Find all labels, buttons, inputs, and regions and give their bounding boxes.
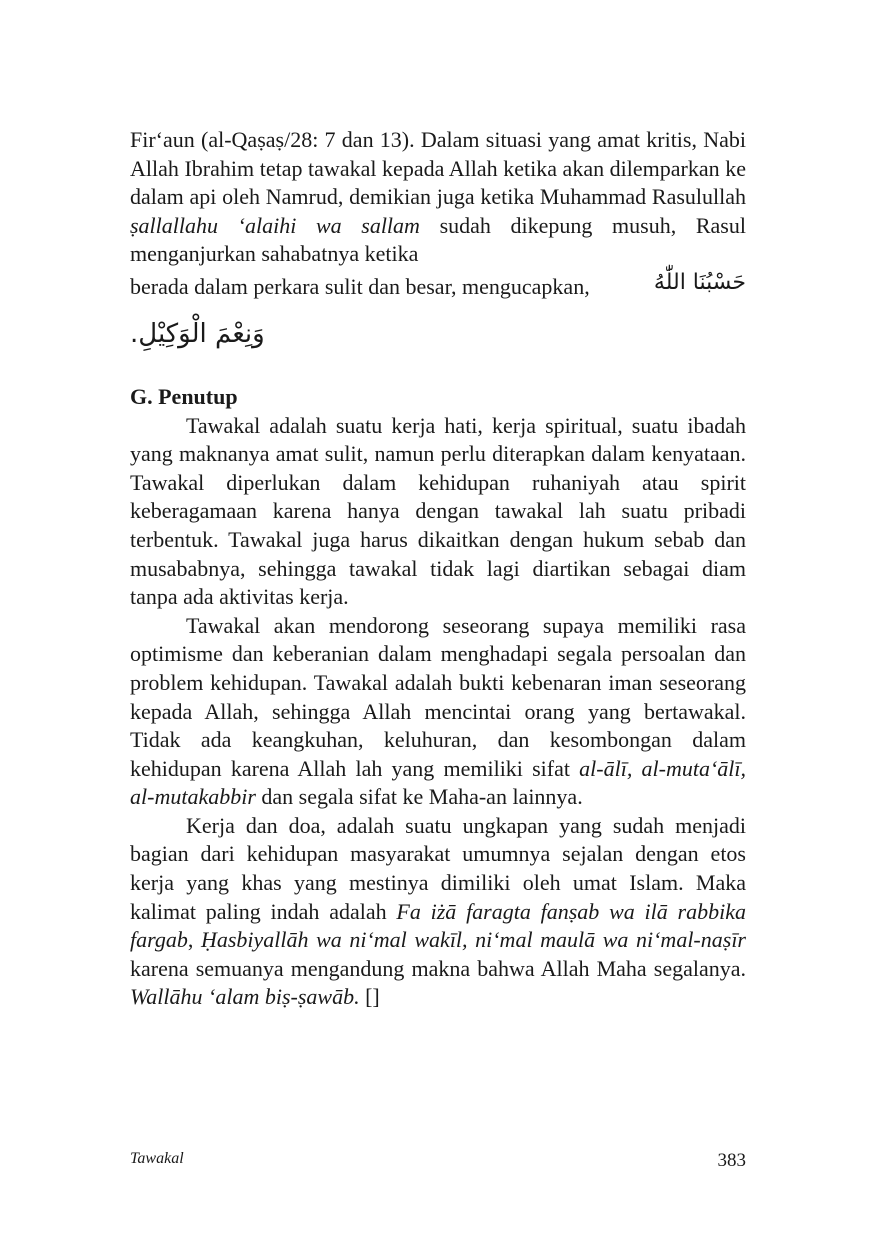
quran-phrase-italic: Fa iżā faragta fanṣab wa ilā rabbika fargab xyxy=(130,898,746,953)
running-title: Tawakal xyxy=(130,1150,184,1167)
paragraph-4 xyxy=(130,812,746,1012)
paragraph-2: Tawakal adalah suatu kerja hati, kerja spiritual, suatu ibadah yang maknanya amat sulit, namun perlu diterapkan dalam kenyataan. Tawakal diperlukan dalam kehidupan ruhaniyah atau spirit keberagamaan karena hanya dengan tawakal lah suatu pribadi terbentuk. Tawakal juga harus dikaitkan dengan hukum sebab dan musababnya, sehingga tawakal tidak lagi diartikan sebagai diam tanpa ada aktivitas kerja. xyxy=(130,412,746,610)
end-mark: [] xyxy=(359,984,380,1010)
paragraph-1 xyxy=(130,126,746,269)
separator: , xyxy=(187,927,201,953)
paragraph-4-text: Kerja dan doa, adalah suatu ungkapan yang sudah menjadi bagian dari kehidupan masyarakat umumnya sejalan dengan etos kerja yang khas yang mestinya dimiliki oleh umat Islam. Maka kalimat paling indah adalah xyxy=(130,812,746,924)
attributes-italic: al-ālī, al-muta‘ālī, al-mutakabbir xyxy=(130,755,746,810)
section-heading: G. Penutup xyxy=(130,383,238,409)
page-footer xyxy=(130,1150,746,1178)
paragraph-1-text-2: sudah dikepung musuh, Rasul menganjurkan sahabatnya ketika xyxy=(130,212,746,267)
paragraph-1-last-line xyxy=(130,269,746,305)
body-text xyxy=(130,126,746,1012)
salawat-italic: ṣallallahu ‘alaihi wa sallam xyxy=(130,212,420,238)
paragraph-3 xyxy=(130,612,746,812)
paragraph-1-last-line-text: berada dalam perkara sulit dan besar, mengucapkan, xyxy=(130,273,590,299)
paragraph-3-text-2: dan segala sifat ke Maha-an lainnya. xyxy=(255,784,583,810)
paragraph-3-text: Tawakal akan mendorong seseorang supaya memiliki rasa optimisme dan keberanian dalam menghadapi segala persoalan dan problem kehidupan. Tawakal adalah bukti kebenaran iman seseorang kepada Allah, sehingga Allah mencintai orang yang bertawakal. Tidak ada keangkuhan, keluhuran, dan kesombongan dalam kehidupan karena Allah lah yang memiliki sifat xyxy=(130,612,746,781)
paragraph-1-text: Fir‘aun (al-Qaṣaṣ/28: 7 dan 13). Dalam situasi yang amat kritis, Nabi Allah Ibrahim tetap tawakal kepada Allah ketika akan dilemparkan ke dalam api oleh Namrud, demikian juga ketika Muhammad Rasulullah xyxy=(130,127,746,210)
page-number: 383 xyxy=(717,1150,746,1171)
arabic-phrase-text: وَنِعْمَ الْوَكِيْلِ. xyxy=(130,318,265,349)
hasbiyallah-italic: Ḥasbiyallāh wa ni‘mal wakīl, ni‘mal maulā wa ni‘mal-naṣīr xyxy=(200,927,746,953)
arabic-phrase-line xyxy=(130,309,746,359)
arabic-phrase-inline: حَسْبُنَا اللّٰهُ xyxy=(653,269,746,295)
paragraph-4-text-2: karena semuanya mengandung makna bahwa Allah Maha segalanya. xyxy=(130,955,746,981)
closing-phrase-italic: Wallāhu ‘alam biṣ-ṣawāb. xyxy=(130,984,360,1010)
